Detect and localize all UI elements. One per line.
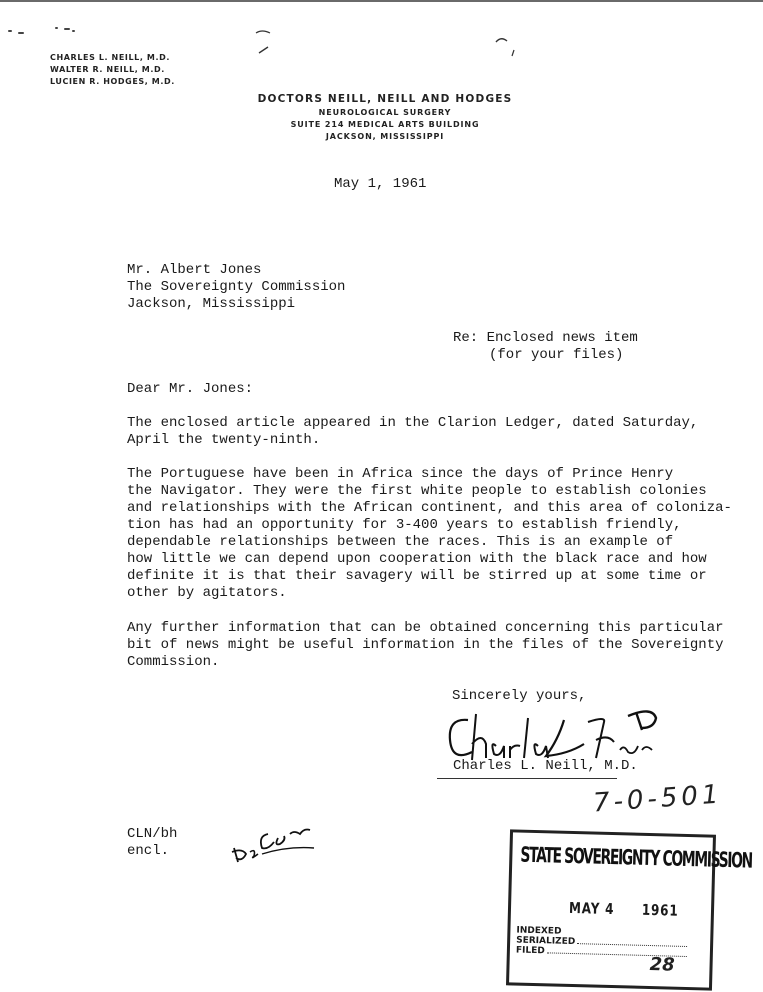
text-line: and relationships with the African continent, and this area of coloniza- bbox=[127, 500, 732, 516]
stamp-date bbox=[569, 899, 679, 920]
text-line: Any further information that can be obtained concerning this particular bbox=[127, 620, 724, 636]
speck-mark bbox=[18, 32, 24, 34]
recipient-address bbox=[127, 262, 345, 313]
address-line: SUITE 214 MEDICAL ARTS BUILDING bbox=[290, 120, 480, 129]
closing: Sincerely yours, bbox=[452, 688, 587, 704]
city-line: JACKSON, MISSISSIPPI bbox=[325, 132, 445, 141]
text-line: the Navigator. They were the first white people to establish colonies bbox=[127, 483, 707, 499]
stamp-indexed: INDEXED bbox=[516, 925, 562, 937]
reference-initials bbox=[127, 826, 177, 860]
stamp-filed: FILED bbox=[516, 946, 687, 960]
page-top-border bbox=[0, 0, 763, 2]
enclosure-note: encl. bbox=[127, 843, 170, 859]
paragraph-3 bbox=[127, 620, 724, 671]
doctors-list bbox=[50, 52, 175, 88]
handwritten-scribble bbox=[228, 818, 318, 868]
text-line: tion has had an opportunity for 3-400 years to establish friendly, bbox=[127, 517, 682, 533]
text-line: Commission. bbox=[127, 654, 220, 670]
text-line: April the twenty-ninth. bbox=[127, 432, 321, 448]
recipient-name: Mr. Albert Jones bbox=[127, 262, 262, 278]
text-line: how little we can depend upon cooperation with the black race and how bbox=[127, 551, 707, 567]
stamp-month-day: MAY 4 bbox=[568, 898, 615, 919]
doctor-name: CHARLES L. NEILL, M.D. bbox=[50, 53, 170, 62]
doctor-name: LUCIEN R. HODGES, M.D. bbox=[50, 77, 175, 86]
signature-rule bbox=[437, 778, 617, 779]
letterhead bbox=[220, 92, 550, 143]
speck-mark bbox=[64, 28, 70, 30]
re-line-2: (for your files) bbox=[489, 347, 624, 363]
typed-name: Charles L. Neill, M.D. bbox=[453, 758, 638, 774]
re-line-1: Re: Enclosed news item bbox=[453, 330, 638, 346]
pen-mark bbox=[492, 32, 522, 60]
stamp-title: STATE SOVEREIGNTY COMMISSION bbox=[520, 842, 753, 873]
paragraph-2 bbox=[127, 466, 732, 602]
text-line: other by agitators. bbox=[127, 585, 287, 601]
letter-date: May 1, 1961 bbox=[334, 176, 427, 192]
received-stamp bbox=[506, 829, 753, 990]
text-line: dependable relationships between the races. This is an example of bbox=[127, 534, 674, 550]
stamp-serialized: SERIALIZED bbox=[516, 936, 687, 950]
stamp-handwritten-number: 28 bbox=[649, 954, 675, 976]
paragraph-1 bbox=[127, 415, 699, 449]
handwritten-file-number: 7-0-501 bbox=[592, 779, 724, 819]
pen-mark bbox=[250, 25, 280, 57]
typist-initials: CLN/bh bbox=[127, 826, 178, 842]
speck-mark bbox=[55, 27, 58, 29]
salutation: Dear Mr. Jones: bbox=[127, 381, 254, 397]
text-line: The Portuguese have been in Africa since the days of Prince Henry bbox=[127, 466, 674, 482]
specialty: NEUROLOGICAL SURGERY bbox=[318, 108, 452, 117]
recipient-city: Jackson, Mississippi bbox=[127, 296, 296, 312]
text-line: definite it is that their savagery will be stirred up at some time or bbox=[127, 568, 707, 584]
speck-mark bbox=[72, 30, 75, 32]
speck-mark bbox=[8, 30, 12, 32]
recipient-org: The Sovereignty Commission bbox=[127, 279, 346, 295]
doctor-name: WALTER R. NEILL, M.D. bbox=[50, 65, 165, 74]
stamp-year: 1961 bbox=[641, 900, 679, 920]
text-line: bit of news might be useful information in the files of the Sovereignty bbox=[127, 637, 724, 653]
firm-name: DOCTORS NEILL, NEILL AND HODGES bbox=[257, 93, 513, 105]
text-line: The enclosed article appeared in the Clarion Ledger, dated Saturday, bbox=[127, 415, 699, 431]
reference-line bbox=[453, 330, 638, 364]
